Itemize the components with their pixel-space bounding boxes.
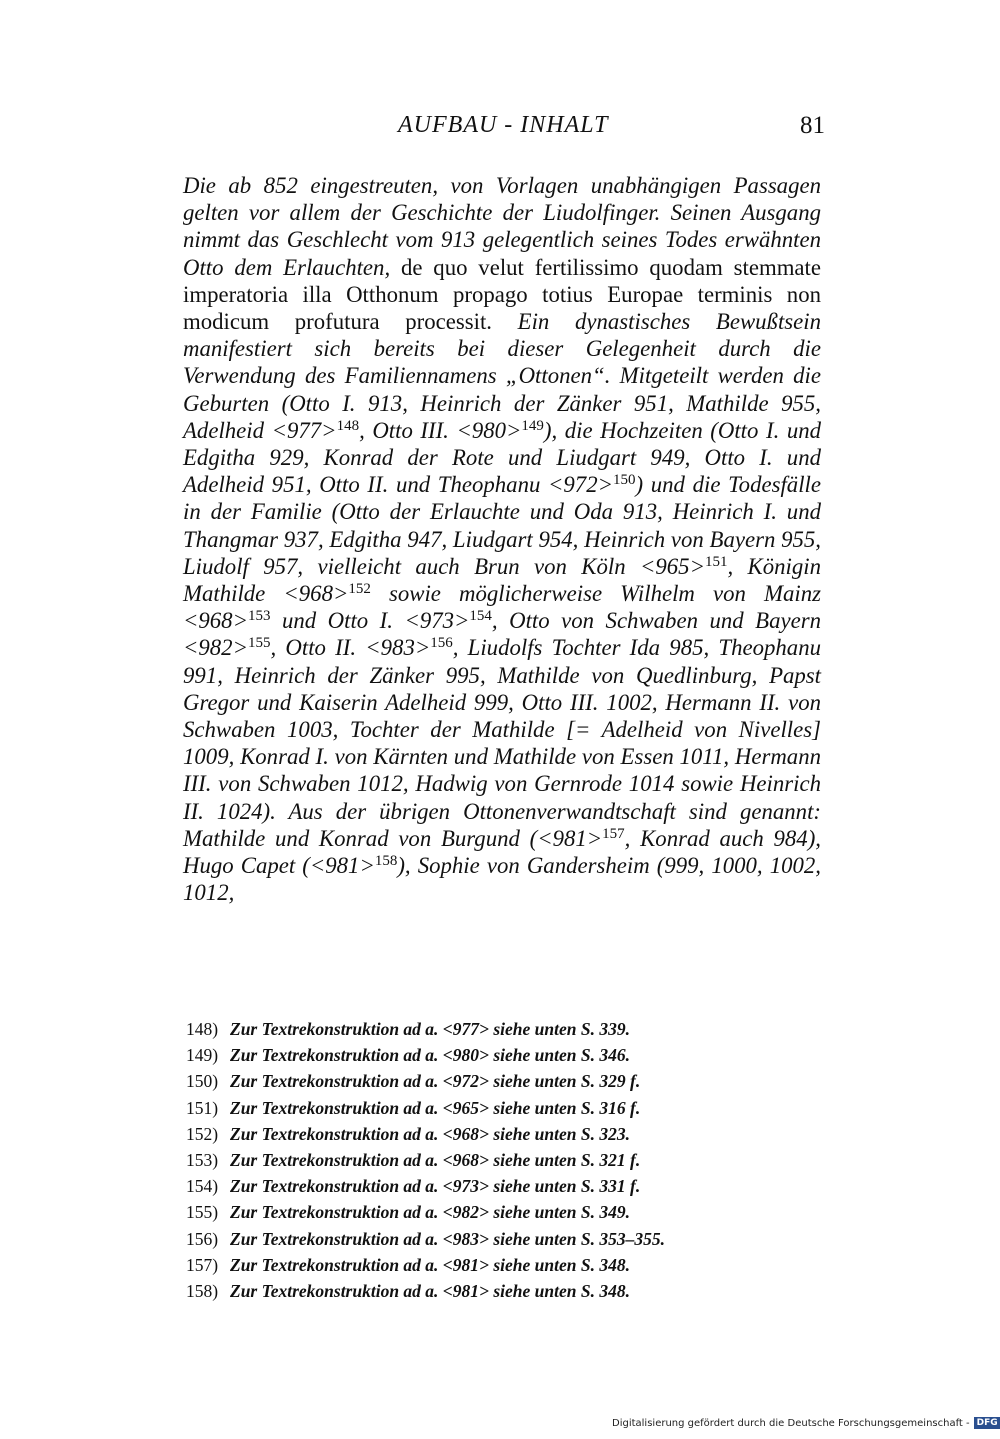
- footnote-number: 148): [186, 1019, 219, 1039]
- text-segment: , Otto von Schwaben und Bayern <982>: [183, 608, 821, 661]
- footnote-ref-158[interactable]: 158: [374, 853, 398, 870]
- footnote-text: Zur Textrekonstruktion ad a. <965> siehe unten S. 316 f.: [230, 1097, 641, 1118]
- dfg-logo: DFG: [974, 1417, 1000, 1429]
- footnote-text: Zur Textrekonstruktion ad a. <968> siehe unten S. 321 f.: [230, 1150, 641, 1171]
- text-segment: , Königin Mathilde <968>: [183, 553, 821, 607]
- footnote-149: [186, 1042, 826, 1068]
- text-segment: ) und die Todesfälle in der Familie (Otto der Erlauchte und Oda 913, Heinrich I. und Thangmar 937, Edgitha 947, Liudgart 954, Heinrich von Bayern 955, Liudolf 957, vielleicht auch Brun von Köln <965>: [183, 472, 821, 579]
- footnote-ref-153[interactable]: 153: [247, 608, 271, 625]
- footnote-text: Zur Textrekonstruktion ad a. <980> siehe unten S. 346.: [230, 1045, 630, 1066]
- footnote-text: Zur Textrekonstruktion ad a. <972> siehe unten S. 329 f.: [230, 1071, 641, 1092]
- footnote-ref-150[interactable]: 150: [613, 472, 636, 489]
- footnote-text: Zur Textrekonstruktion ad a. <968> siehe unten S. 323.: [230, 1123, 630, 1144]
- footnote-ref-148[interactable]: 148: [336, 417, 360, 434]
- footnote-number: 154): [186, 1176, 219, 1197]
- footnote-153: [186, 1147, 826, 1173]
- footnote-ref-154[interactable]: 154: [469, 608, 492, 625]
- footnote-number: 158): [186, 1281, 219, 1302]
- footnote-155: [186, 1199, 826, 1225]
- digitization-credit: [612, 1417, 1000, 1429]
- footnote-text: Zur Textrekonstruktion ad a. <973> siehe unten S. 331 f.: [230, 1176, 641, 1197]
- footnote-number: 152): [186, 1123, 219, 1144]
- footnote-ref-156[interactable]: 156: [430, 635, 453, 652]
- text-segment: und Otto I. <973>: [270, 608, 470, 634]
- credit-text: Digitalisierung gefördert durch die Deutsche Forschungsgemeinschaft -: [612, 1418, 970, 1429]
- footnote-ref-149[interactable]: 149: [521, 417, 544, 434]
- page-number: 81: [800, 112, 825, 139]
- text-segment: , Liudolfs Tochter Ida 985, Theophanu 991, Heinrich der Zänker 995, Mathilde von Quedlinburg, Papst Gregor und Kaiserin Adelheid 999, Otto III. 1002, Hermann II. von Schwaben 1003, Tochter der Mathilde [= Adelheid von Nivelles] 1009, Konrad I. von Kärnten und Mathilde von Essen 1011, Hermann III. von Schwaben 1012, Hadwig von Gernrode 1014 sowie Heinrich II. 1024). Aus der übrigen Ottonenverwandtschaft sind genannt: Mathilde und Konrad von Burgund (<981>: [183, 635, 822, 851]
- footnote-ref-152[interactable]: 152: [348, 581, 371, 598]
- footnote-ref-155[interactable]: 155: [247, 635, 271, 652]
- footnote-text: Zur Textrekonstruktion ad a. <981> siehe unten S. 348.: [230, 1281, 630, 1302]
- footnote-ref-151[interactable]: 151: [704, 553, 728, 570]
- text-segment: de quo velut fertilissimo quodam stemmate imperatoria illa Otthonum propago totius Europae terminis non modicum profutura processit.: [183, 254, 821, 335]
- text-segment: sowie möglicherweise Wilhelm von Mainz <968>: [183, 581, 821, 634]
- footnote-ref-157[interactable]: 157: [602, 825, 625, 842]
- text-segment: Die ab 852 eingestreuten, von Vorlagen unabhängigen Passagen gelten vor allem der Geschichte der Liudolfinger. Seinen Ausgang nimmt das Geschlecht vom 913 gelegentlich seines Todes erwähnten Otto dem Erlauchten,: [183, 173, 821, 280]
- running-title: AUFBAU - INHALT: [398, 112, 609, 138]
- text-segment: ), Sophie von Gandersheim (999, 1000, 1002, 1012,: [183, 853, 821, 906]
- footnote-number: 156): [186, 1228, 219, 1249]
- text-segment: , Otto III. <980>: [359, 417, 522, 443]
- text-segment: ), die Hochzeiten (Otto I. und Edgitha 929, Konrad der Rote und Liudgart 949, Otto I. und Adelheid 951, Otto II. und Theophanu <972>: [183, 417, 822, 498]
- text-segment: , Otto II. <983>: [270, 635, 431, 661]
- footnote-150: [186, 1068, 826, 1094]
- footnote-number: 155): [186, 1202, 219, 1223]
- footnote-154: [186, 1173, 826, 1199]
- footnote-text: Zur Textrekonstruktion ad a. <983> siehe unten S. 353–355.: [230, 1228, 665, 1249]
- footnote-number: 149): [186, 1045, 219, 1066]
- text-segment: , Konrad auch 984), Hugo Capet (<981>: [183, 825, 821, 879]
- footnote-157: [186, 1252, 826, 1278]
- footnote-number: 153): [186, 1150, 219, 1171]
- main-paragraph: [183, 172, 821, 906]
- footnotes: [186, 1016, 826, 1304]
- footnote-156: [186, 1226, 826, 1252]
- footnote-158: [186, 1278, 826, 1304]
- footnote-text: Zur Textrekonstruktion ad a. <982> siehe unten S. 349.: [230, 1202, 630, 1223]
- footnote-148: [186, 1016, 826, 1042]
- footnote-text: Zur Textrekonstruktion ad a. <981> siehe unten S. 348.: [230, 1254, 630, 1275]
- footnote-151: [186, 1095, 826, 1121]
- footnote-number: 157): [186, 1254, 219, 1275]
- footnote-number: 150): [186, 1071, 219, 1092]
- footnote-text: Zur Textrekonstruktion ad a. <977> siehe unten S. 339.: [230, 1019, 630, 1039]
- footnote-number: 151): [186, 1097, 219, 1118]
- footnote-152: [186, 1121, 826, 1147]
- text-segment: Ein dynastisches Bewußtsein manifestiert sich bereits bei dieser Gelegenheit durch die Verwendung des Familiennamens „Ottonen“. Mitgeteilt werden die Geburten (Otto I. 913, Heinrich der Zänker 951, Mathilde 955, Adelheid <977>: [183, 309, 821, 443]
